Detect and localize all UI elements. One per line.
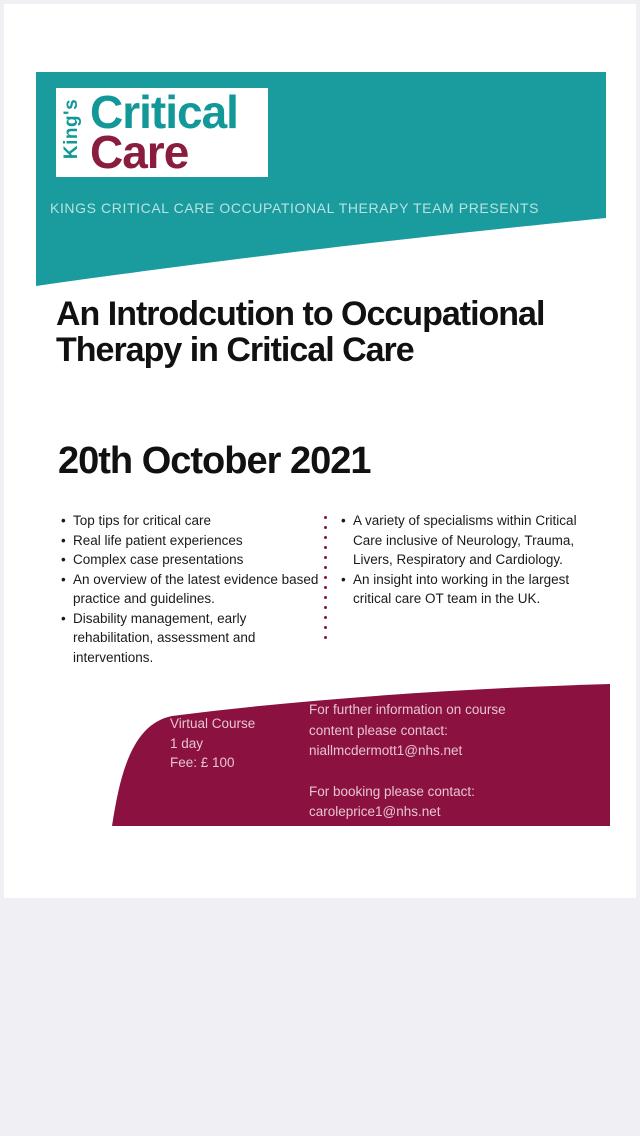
- spacer: [309, 762, 599, 782]
- list-item: • Complex case presentations: [61, 550, 321, 570]
- contact-details: [309, 700, 599, 823]
- flyer-page: [4, 4, 636, 898]
- list-item: • An overview of the latest evidence based practice and guidelines.: [61, 570, 321, 609]
- footer-dotted-divider: [112, 684, 115, 766]
- footer-panel: [112, 684, 610, 830]
- booking-label: For booking please contact:: [309, 783, 475, 799]
- info-line-1: For further information on course: [309, 702, 506, 717]
- list-item: • A variety of specialisms within Critical Care inclusive of Neurology, Trauma, Livers, Respiratory and Cardiology.: [341, 511, 581, 570]
- course-details: [170, 714, 255, 773]
- logo-care-text: Care: [90, 126, 189, 177]
- list-item: • Disability management, early rehabilitation, assessment and interventions.: [61, 609, 321, 668]
- info-line-2: content please contact:: [309, 722, 448, 738]
- course-format: Virtual Course: [170, 716, 256, 731]
- booking-email-link[interactable]: caroleprice1@nhs.net: [309, 804, 441, 819]
- course-duration: 1 day: [170, 735, 204, 751]
- logo-kings-text: King's: [61, 98, 82, 160]
- list-item: • An insight into working in the largest critical care OT team in the UK.: [341, 570, 581, 609]
- list-item: • Top tips for critical care: [61, 511, 321, 531]
- list-item: • Real life patient experiences: [61, 531, 321, 551]
- kings-critical-care-logo: [56, 88, 268, 177]
- course-fee: Fee: £ 100: [170, 755, 235, 770]
- presents-line: KINGS CRITICAL CARE OCCUPATIONAL THERAPY TEAM PRESENTS: [50, 200, 540, 216]
- course-title: An Introdcution to Occupational Therapy in Critical Care: [56, 295, 545, 369]
- topics-list-left: [61, 511, 321, 667]
- logo-critical-text: Critical: [90, 88, 238, 138]
- info-email-link[interactable]: niallmcdermott1@nhs.net: [309, 743, 463, 758]
- dotted-divider: [324, 516, 327, 641]
- course-date: 20th October 2021: [58, 440, 371, 482]
- header-banner: [36, 72, 606, 294]
- topics-list-right: [341, 511, 581, 609]
